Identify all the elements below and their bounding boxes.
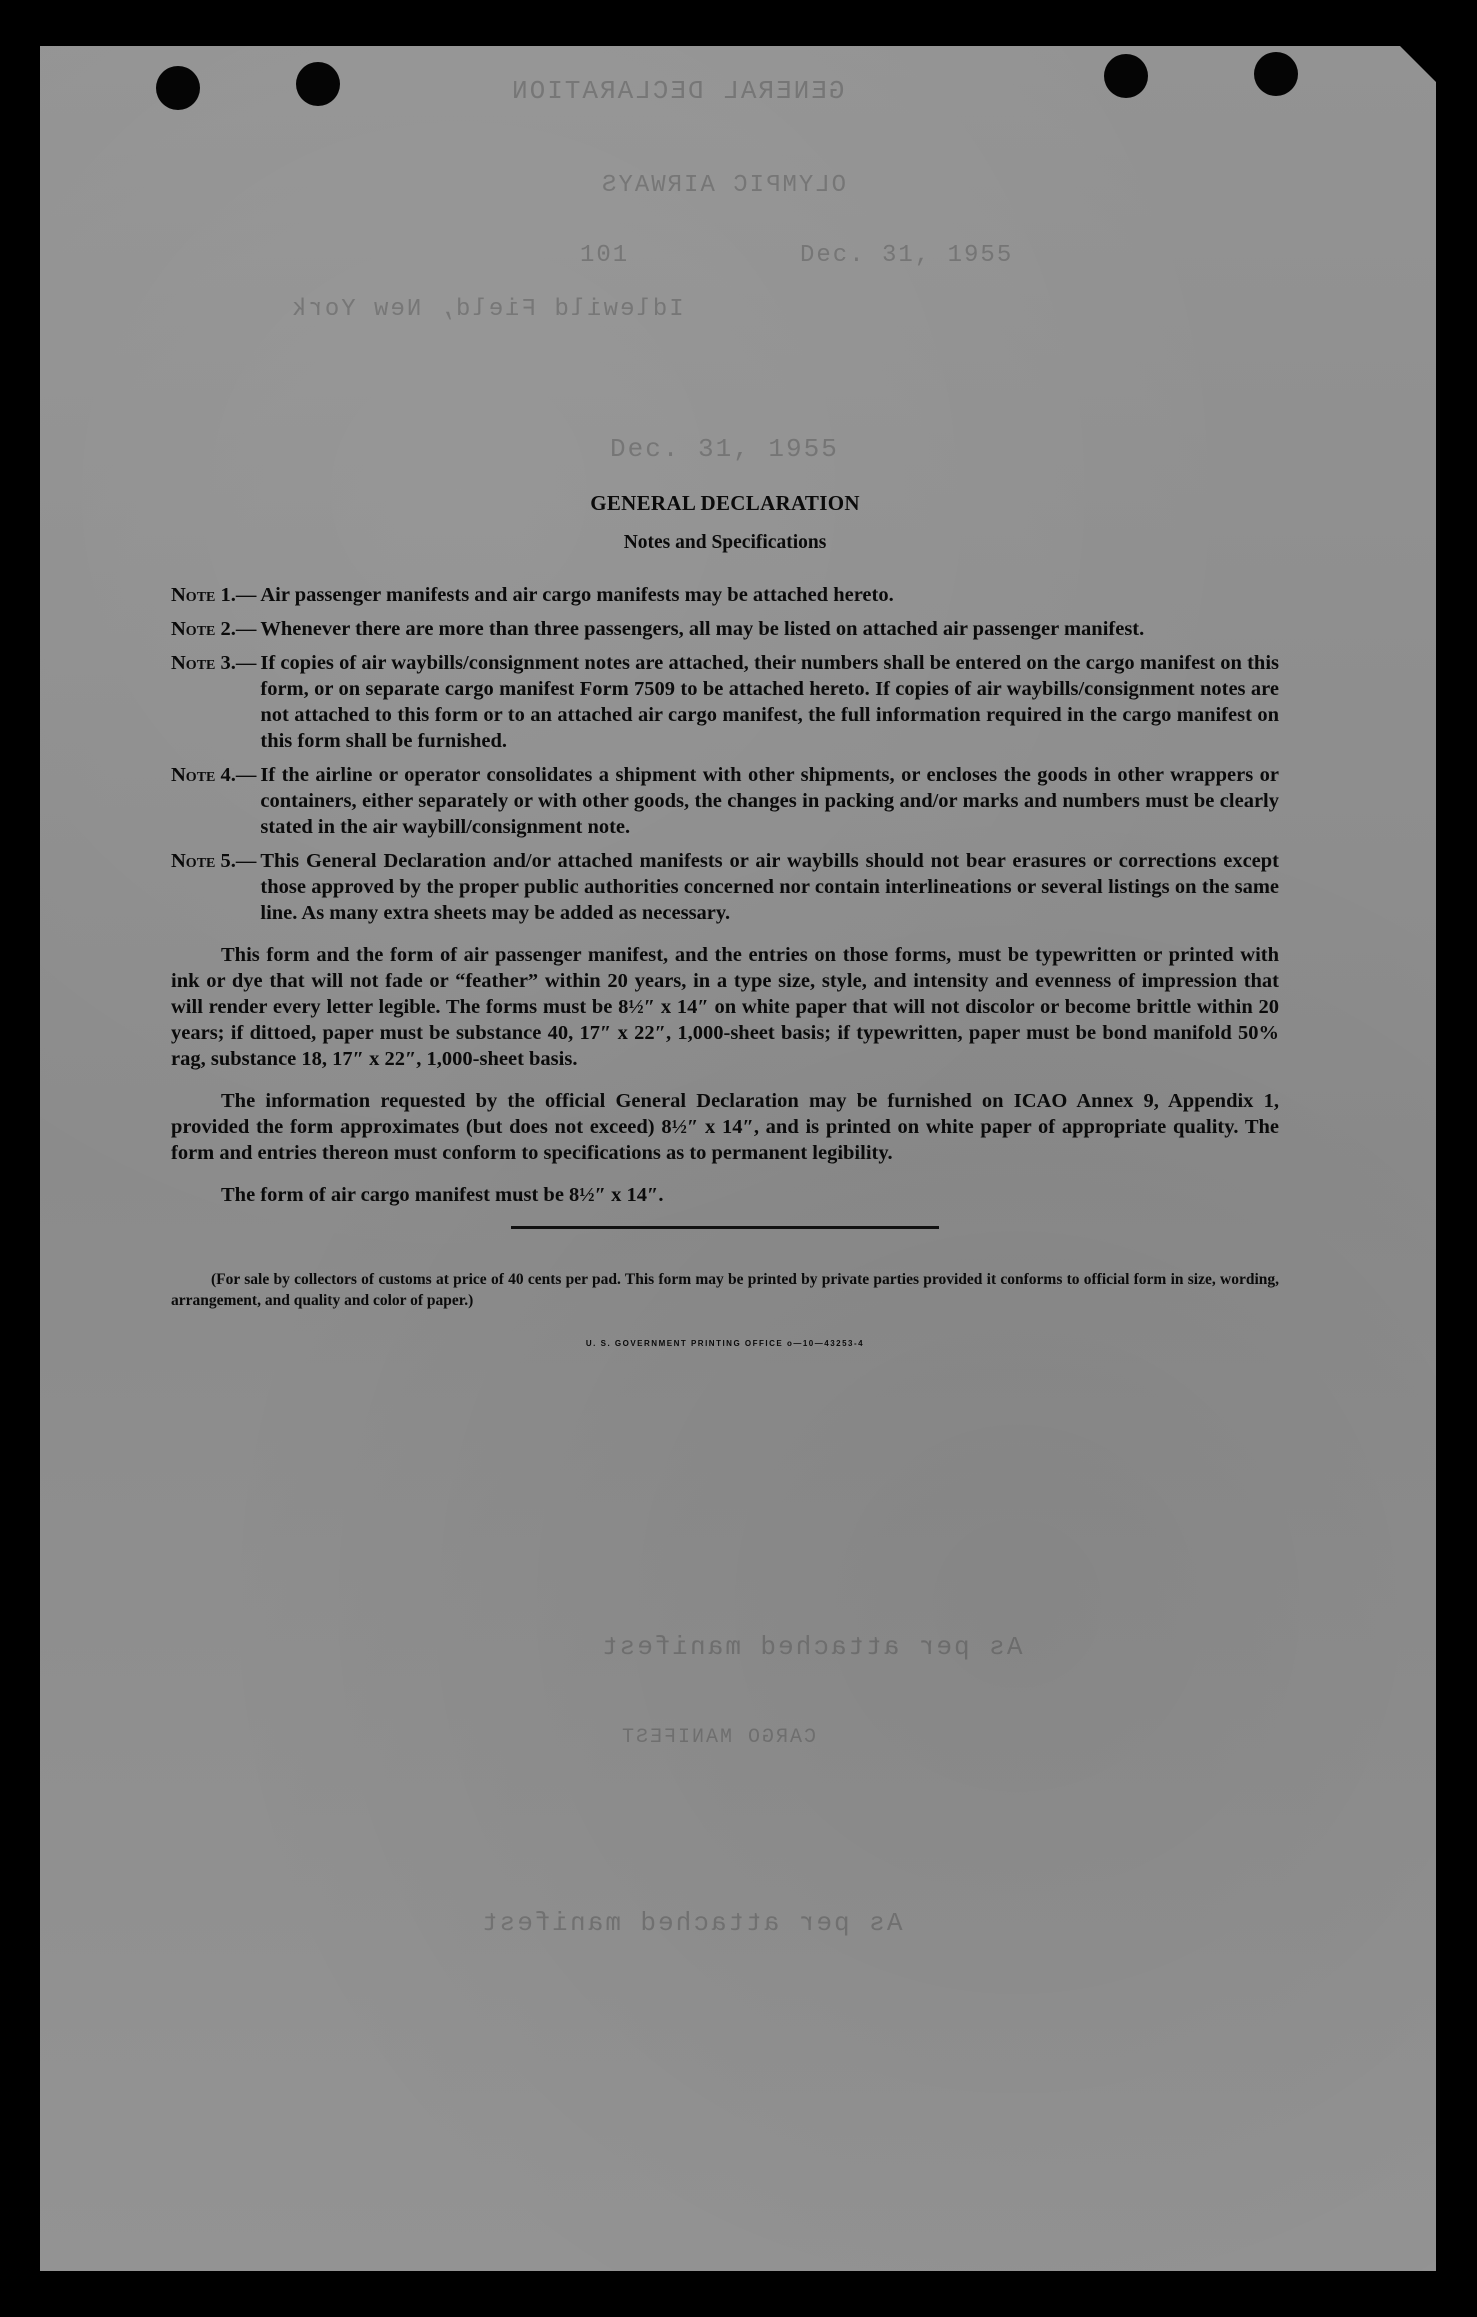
show-through-flight-no: 101 (580, 242, 630, 269)
paragraph-form-requirements: This form and the form of air passenger manifest, and the entries on those forms, must be typewritten or printed with ink or dye that will not fade or “feather” within 20 years, in a type size, style, and intensity and evenness of impression that will render every letter legible. The forms must be 8½″ x 14″ on white paper that will not discolor or become brittle within 20 years; if dittoed, paper must be substance 40, 17″ x 22″, 1,000-sheet basis; if typewritten, paper must be bond manifold 50% rag, substance 18, 17″ x 22″, 1,000-sheet basis. (171, 944, 1279, 1070)
show-through-title: GENERAL DECLARATION (510, 76, 845, 106)
show-through-manifest-note-2: As per attached manifest (480, 1908, 903, 1938)
note-label: Note 1.— (171, 584, 257, 606)
note-label: Note 2.— (171, 618, 257, 640)
note-text: If the airline or operator consolidates a shipment with other shipments, or encloses the goods in other wrappers or containers, either separately or with other goods, the changes in packing and/or marks and numbers must be clearly stated in the air waybill/consignment note. (260, 764, 1279, 838)
note-4 (171, 762, 1279, 840)
note-label: Note 3.— (171, 652, 257, 674)
paragraph-cargo-manifest-size: The form of air cargo manifest must be 8½″ x 14″. (221, 1184, 664, 1206)
note-3 (171, 650, 1279, 754)
show-through-airline: OLYMPIC AIRWAYS (600, 172, 847, 199)
punch-hole-3 (1104, 54, 1148, 98)
punch-hole-4 (1254, 52, 1298, 96)
note-text: Air passenger manifests and air cargo manifests may be attached hereto. (260, 584, 894, 606)
note-5 (171, 848, 1279, 926)
note-text: This General Declaration and/or attached manifests or air waybills should not bear erasures or corrections except those approved by the proper public authorities concerned nor contain interlineations or several listings on the same line. As many extra sheets may be added as necessary. (260, 850, 1279, 924)
note-1 (171, 582, 1279, 608)
note-2 (171, 616, 1279, 642)
page-title: GENERAL DECLARATION (590, 491, 860, 515)
sale-note: (For sale by collectors of customs at price of 40 cents per pad. This form may be printed by private parties provided it conforms to official form in size, wording, arrangement, and quality and color of paper.) (171, 1271, 1279, 1309)
note-label: Note 4.— (171, 764, 257, 786)
show-through-route: Idlewild Field, New York (290, 296, 684, 323)
paragraph-icao-annex: The information requested by the official General Declaration may be furnished on ICAO Annex 9, Appendix 1, provided the form approximates (but does not exceed) 8½″ x 14″, and is printed on white paper of appropriate quality. The form and entries thereon must conform to specifications as to permanent legibility. (171, 1090, 1279, 1164)
note-text: Whenever there are more than three passengers, all may be listed on attached air passenger manifest. (260, 618, 1145, 640)
punch-hole-2 (296, 62, 340, 106)
printing-office-line: U. S. GOVERNMENT PRINTING OFFICE o—10—43253-4 (585, 1339, 865, 1348)
page-subtitle: Notes and Specifications (623, 532, 827, 553)
show-through-date: Dec. 31, 1955 (800, 242, 1014, 269)
note-text: If copies of air waybills/consignment notes are attached, their numbers shall be entered on the cargo manifest on this form, or on separate cargo manifest Form 7509 to be attached hereto. If copies of air waybills/consignment notes are not attached to this form or to an attached air cargo manifest, the full information required in the cargo manifest on this form shall be furnished. (260, 652, 1279, 752)
divider-rule (511, 1226, 939, 1229)
show-through-manifest-note: As per attached manifest (600, 1632, 1023, 1662)
note-label: Note 5.— (171, 850, 257, 872)
show-through-date-2: Dec. 31, 1955 (610, 434, 839, 464)
notes-and-specifications (171, 490, 1279, 1357)
show-through-cargo-header: CARGO MANIFEST (620, 1726, 817, 1749)
punch-hole-1 (156, 66, 200, 110)
page-corner-fold (1400, 46, 1436, 82)
